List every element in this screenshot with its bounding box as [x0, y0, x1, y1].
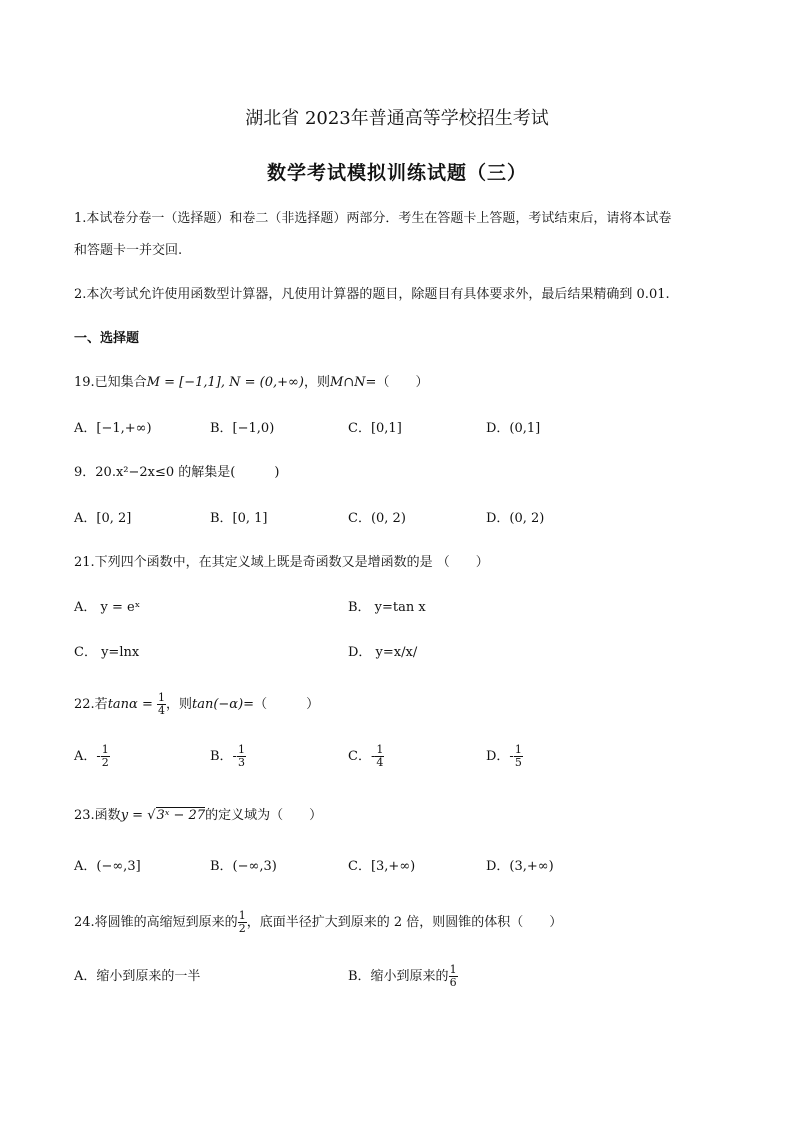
q22-c-frac	[375, 744, 384, 769]
q22-fraction	[157, 692, 166, 717]
q24-option-b	[348, 962, 458, 992]
q22-d-den: 5	[514, 756, 522, 769]
q23-option-d: D．(3,+∞)	[486, 859, 554, 874]
q19-option-c: C．[0,1]	[348, 421, 402, 436]
instruction-2: 2.本次考试允许使用函数型计算器，凡使用计算器的题目，除题目有具体要求外，最后结果精确到 0.01.	[74, 287, 670, 302]
q22-b-label: B．-	[210, 749, 237, 764]
q23-stem-a: 23.函数	[74, 808, 121, 823]
q20-option-c: C．(0, 2)	[348, 511, 406, 526]
q24-stem-b: ，底面半径扩大到原来的 2 倍，则圆锥的体积（ ）	[246, 915, 563, 930]
q20-option-a: A．[0, 2]	[74, 511, 132, 526]
q23-radicand: 3ˣ − 27	[156, 808, 206, 823]
question-21-stem: 21.下列四个函数中，在其定义域上既是奇函数又是增函数的是 （ ）	[74, 555, 489, 570]
q22-c-num: 1	[376, 743, 384, 756]
q21-option-a: A． y = eˣ	[74, 600, 141, 615]
q22-d-label: D．-	[486, 749, 514, 764]
q19-stem-a: 19.已知集合	[74, 375, 147, 390]
q19-option-d: D．(0,1]	[486, 421, 541, 436]
instruction-1a: 1.本试卷分卷一（选择题）和卷二（非选择题）两部分．考生在答题卡上答题，考试结束后，请将本试卷	[74, 211, 672, 226]
q19-expr: M∩N	[329, 375, 366, 390]
question-23-stem	[74, 804, 322, 828]
q19-stem-b: ，则	[303, 375, 330, 390]
q19-option-a: A．[−1,+∞)	[74, 421, 152, 436]
q24-b-den: 6	[449, 976, 457, 989]
q19-sets: M = [−1,1], N = (0,+∞)	[146, 375, 304, 390]
q21-option-b: B． y=tan x	[348, 600, 426, 615]
exam-title: 湖北省 2023年普通高等学校招生考试	[245, 108, 549, 129]
q20-option-b: B．[0, 1]	[210, 511, 268, 526]
q22-option-b	[210, 742, 246, 772]
q22-a-label: A．-	[74, 749, 101, 764]
q24-option-a: A．缩小到原来的一半	[74, 969, 201, 984]
q24-b-frac	[449, 964, 458, 989]
q22-expr: tan(−α)	[192, 697, 244, 712]
q22-frac-den: 4	[157, 704, 165, 717]
question-19-stem	[74, 374, 428, 392]
q22-option-d	[486, 742, 523, 772]
q24-frac-num: 1	[238, 909, 246, 922]
q22-c-label: C．-	[348, 749, 376, 764]
q24-b-num: 1	[449, 963, 457, 976]
q24-frac-den: 2	[238, 922, 246, 935]
q19-option-b: B．[−1,0)	[210, 421, 275, 436]
q22-c-den: 4	[376, 756, 384, 769]
q22-tan: tanα =	[107, 697, 153, 712]
q24-b-label: B．缩小到原来的	[348, 969, 449, 984]
q20-option-d: D．(0, 2)	[486, 511, 545, 526]
q22-stem-a: 22.若	[74, 697, 108, 712]
q21-option-c: C． y=lnx	[74, 645, 140, 660]
q22-option-a	[74, 742, 110, 772]
q22-b-den: 3	[237, 756, 245, 769]
q22-a-num: 1	[101, 743, 109, 756]
q22-d-num: 1	[514, 743, 522, 756]
q22-option-c	[348, 742, 384, 772]
sqrt-symbol: √	[147, 808, 156, 823]
question-22-stem	[74, 690, 319, 720]
q19-stem-c: =（ ）	[365, 375, 429, 390]
q22-b-num: 1	[237, 743, 245, 756]
instruction-1b: 和答题卡一并交回.	[74, 243, 183, 258]
q22-a-den: 2	[101, 756, 109, 769]
question-20-stem: 9．20.x²−2x≤0 的解集是( )	[74, 465, 280, 480]
q23-func: y =	[120, 808, 148, 823]
q22-stem-b: ，则	[165, 697, 192, 712]
exam-subtitle: 数学考试模拟训练试题（三）	[266, 162, 527, 184]
question-24-stem	[74, 908, 562, 938]
q21-option-d: D． y=x/x/	[348, 645, 418, 660]
q23-option-c: C．[3,+∞)	[348, 859, 416, 874]
q24-fraction	[238, 910, 247, 935]
q23-option-b: B．(−∞,3)	[210, 859, 277, 874]
section-heading: 一、选择题	[74, 331, 140, 346]
q22-stem-c: =（ ）	[243, 697, 320, 712]
q24-stem-a: 24.将圆锥的高缩短到原来的	[74, 915, 238, 930]
q22-d-frac	[514, 744, 523, 769]
q23-stem-b: 的定义域为（ ）	[205, 808, 323, 823]
q22-b-frac	[237, 744, 246, 769]
q23-option-a: A．(−∞,3]	[74, 859, 141, 874]
q22-a-frac	[101, 744, 110, 769]
q22-frac-num: 1	[157, 691, 165, 704]
